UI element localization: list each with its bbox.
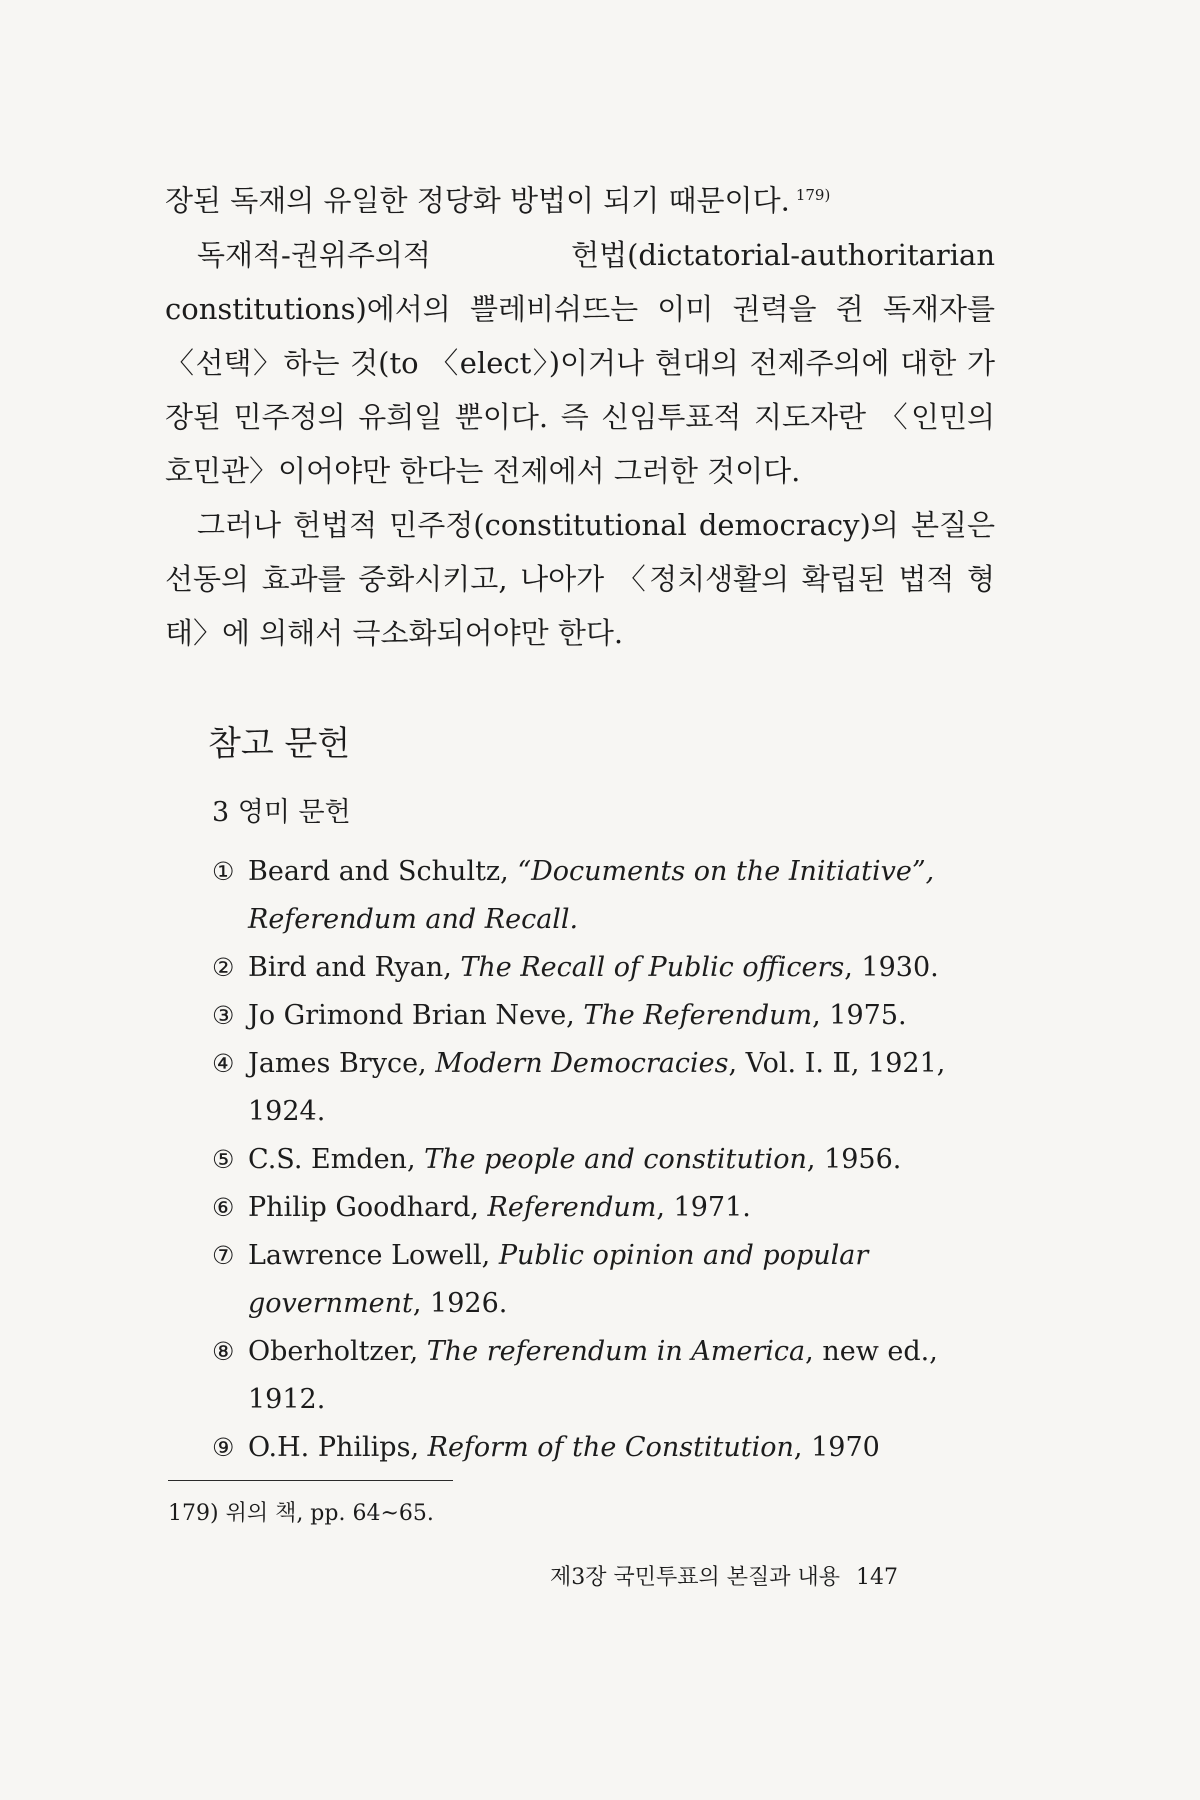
reference-title: The referendum in America (426, 1336, 806, 1367)
reference-item (212, 1232, 1002, 1328)
reference-number: ② (212, 953, 235, 982)
reference-number: ⑤ (212, 1145, 235, 1174)
chapter-title: 제3장 국민투표의 본질과 내용 (550, 1565, 841, 1590)
reference-title: Referendum (487, 1192, 657, 1223)
reference-number: ③ (212, 1001, 235, 1030)
reference-author: Beard and Schultz, (248, 856, 518, 887)
reference-author: O.H. Philips, (248, 1432, 428, 1463)
reference-title: The Recall of Public officers (460, 952, 845, 983)
reference-suffix: , 1975. (812, 1000, 907, 1031)
reference-suffix: , 1956. (806, 1144, 902, 1175)
reference-list (212, 848, 1002, 1472)
reference-item (212, 1328, 1002, 1424)
reference-author: Jo Grimond Brian Neve, (248, 1000, 584, 1031)
reference-suffix: , 1926. (412, 1288, 508, 1319)
footnote-ref: 179) (795, 186, 831, 204)
paragraph-2: 독재적-권위주의적 헌법(dictatorial-authoritarian constitutions)에서의 쁠레비쉬뜨는 이미 권력을 쥔 독재자를 〈선택〉하는 것(to 〈elect〉)이거나 현대의 전제주의에 대한 가장된 민주정의 유희일 뿐이다. 즉 신임투표적 지도자란 〈인민의 호민관〉이어야만 한다는 전제에서 그러한 것이다. (165, 237, 995, 488)
section-heading: 참고 문헌 (208, 724, 351, 764)
reference-title: The Referendum (583, 1000, 813, 1031)
reference-author: Lawrence Lowell, (248, 1240, 499, 1271)
reference-author: Philip Goodhard, (248, 1192, 488, 1223)
reference-item (212, 944, 1002, 992)
reference-item (212, 848, 1002, 944)
reference-suffix: , 1930. (844, 952, 939, 983)
reference-suffix: , 1970 (793, 1432, 880, 1463)
reference-suffix: , new ed., 1912. (248, 1336, 938, 1415)
reference-item (212, 1040, 1002, 1136)
reference-author: James Bryce, (248, 1048, 436, 1079)
subsection-heading: 3 영미 문헌 (212, 797, 351, 828)
reference-number: ⑦ (212, 1241, 235, 1270)
paragraph-1 (165, 168, 995, 228)
reference-item (212, 1136, 1002, 1184)
reference-author: Oberholtzer, (248, 1336, 427, 1367)
reference-title: Modern Democracies (435, 1048, 729, 1079)
reference-item (212, 992, 1002, 1040)
page-number: 147 (856, 1565, 899, 1590)
reference-number: ④ (212, 1049, 235, 1078)
reference-number: ⑥ (212, 1193, 235, 1222)
reference-suffix: , 1971. (656, 1192, 751, 1223)
reference-title: Public opinion and popular government (248, 1240, 869, 1319)
paragraph-3: 그러나 헌법적 민주정(constitutional democracy)의 본질은 선동의 효과를 중화시키고, 나아가 〈정치생활의 확립된 법적 형태〉에 의해서 극소화되어야만 한다. (165, 507, 995, 650)
paragraph-1-text: 장된 독재의 유일한 정당화 방법이 되기 때문이다. (165, 183, 790, 218)
running-footer (550, 1562, 960, 1594)
reference-item (212, 1424, 1002, 1472)
reference-title: “Documents on the Initiative” (517, 856, 926, 887)
reference-author: Bird and Ryan, (248, 952, 461, 983)
reference-number: ⑧ (212, 1337, 235, 1366)
reference-suffix: , Vol. Ⅰ. Ⅱ, 1921, 1924. (248, 1048, 946, 1127)
body-text (165, 168, 995, 660)
reference-author: C.S. Emden, (248, 1144, 425, 1175)
reference-suffix: , Referendum and Recall. (248, 856, 935, 935)
reference-number: ① (212, 857, 235, 886)
reference-item (212, 1184, 1002, 1232)
reference-title: Reform of the Constitution (427, 1432, 794, 1463)
reference-title: The people and constitution (424, 1144, 807, 1175)
footnote: 179) 위의 책, pp. 64~65. (168, 1501, 434, 1526)
footnote-divider (168, 1480, 453, 1481)
reference-number: ⑨ (212, 1433, 235, 1462)
